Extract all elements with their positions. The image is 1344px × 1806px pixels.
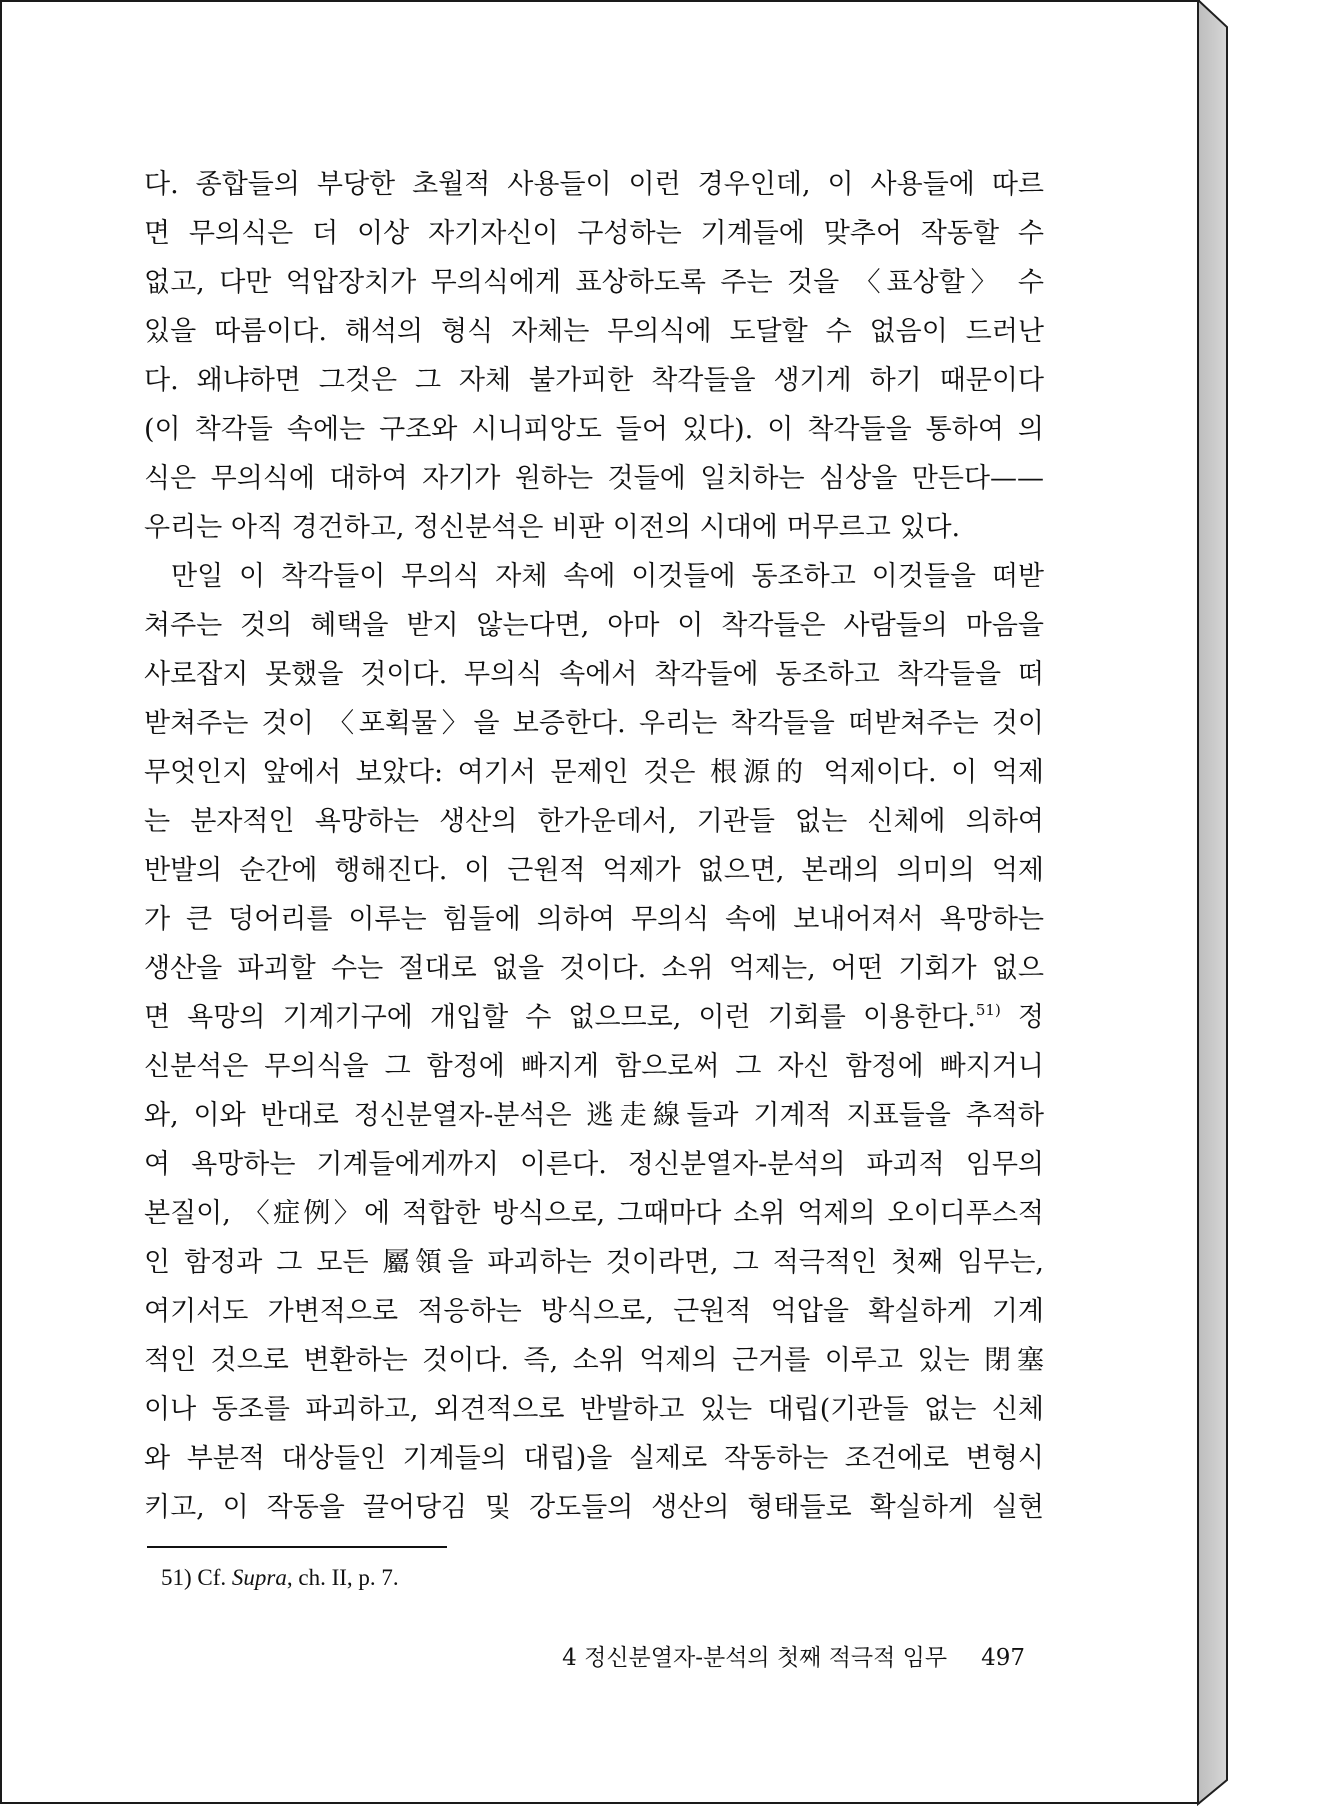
body-line: 다. 왜냐하면 그것은 그 자체 불가피한 착각들을 생기게 하기 때문이다 — [144, 365, 1044, 396]
body-line: 만일 이 착각들이 무의식 자체 속에 이것들에 동조하고 이것들을 떠받 — [171, 561, 1044, 592]
body-line: 여 욕망하는 기계들에게까지 이른다. 정신분열자-분석의 파괴적 임무의 — [144, 1149, 1044, 1180]
body-line: 와, 이와 반대로 정신분열자-분석은 逃走線들과 기계적 지표들을 추적하 — [144, 1100, 1044, 1131]
body-line: 반발의 순간에 행해진다. 이 근원적 억제가 없으면, 본래의 의미의 억제 — [144, 855, 1044, 886]
body-line: 무엇인지 앞에서 보았다: 여기서 문제인 것은 根源的 억제이다. 이 억제 — [144, 757, 1044, 788]
body-text — [144, 160, 1044, 1532]
footnote-work-title: Supra — [231, 1565, 287, 1590]
body-line-text: 정 — [1000, 1002, 1044, 1033]
body-line-text: 면 욕망의 기계기구에 개입할 수 없으므로, 이런 기회를 이용한다. — [144, 1002, 976, 1033]
body-line: 우리는 아직 경건하고, 정신분석은 비판 이전의 시대에 머무르고 있다. — [144, 512, 961, 543]
body-line: 인 함정과 그 모든 屬領을 파괴하는 것이라면, 그 적극적인 첫째 임무는, — [144, 1247, 1044, 1278]
body-line: 있을 따름이다. 해석의 형식 자체는 무의식에 도달할 수 없음이 드러난 — [144, 316, 1044, 347]
footnote-cf: Cf. — [197, 1565, 227, 1590]
body-line: 이나 동조를 파괴하고, 외견적으로 반발하고 있는 대립(기관들 없는 신체 — [144, 1394, 1044, 1425]
body-line-with-footnote-ref — [144, 993, 1044, 1042]
footnote-marker: 51) — [161, 1565, 192, 1590]
body-line: 생산을 파괴할 수는 절대로 없을 것이다. 소위 억제는, 어떤 기회가 없으 — [144, 953, 1044, 984]
body-line: (이 착각들 속에는 구조와 시니피앙도 들어 있다). 이 착각들을 통하여 의 — [144, 414, 1044, 445]
body-line: 받쳐주는 것이 〈포획물〉을 보증한다. 우리는 착각들을 떠받쳐주는 것이 — [144, 708, 1044, 739]
page-edge-shadow — [1196, 0, 1232, 1806]
body-line: 식은 무의식에 대하여 자기가 원하는 것들에 일치하는 심상을 만든다—— — [144, 463, 1044, 494]
body-line: 없고, 다만 억압장치가 무의식에게 표상하도록 주는 것을 〈표상할〉 수 — [144, 267, 1044, 298]
body-line: 다. 종합들의 부당한 초월적 사용들이 이런 경우인데, 이 사용들에 따르 — [144, 169, 1044, 200]
body-line: 사로잡지 못했을 것이다. 무의식 속에서 착각들에 동조하고 착각들을 떠 — [144, 659, 1044, 690]
body-line: 는 분자적인 욕망하는 생산의 한가운데서, 기관들 없는 신체에 의하여 — [144, 806, 1044, 837]
body-line: 쳐주는 것의 혜택을 받지 않는다면, 아마 이 착각들은 사람들의 마음을 — [144, 610, 1044, 641]
body-line: 여기서도 가변적으로 적응하는 방식으로, 근원적 억압을 확실하게 기계 — [144, 1296, 1044, 1327]
body-line: 면 무의식은 더 이상 자기자신이 구성하는 기계들에 맞추어 작동할 수 — [144, 218, 1044, 249]
body-line: 본질이, 〈症例〉에 적합한 방식으로, 그때마다 소위 억제의 오이디푸스적 — [144, 1198, 1044, 1229]
running-footer — [562, 1642, 1025, 1674]
footnote — [161, 1563, 399, 1593]
body-line: 신분석은 무의식을 그 함정에 빠지게 함으로써 그 자신 함정에 빠지거니 — [144, 1051, 1044, 1082]
body-line: 키고, 이 작동을 끌어당김 및 강도들의 생산의 형태들로 확실하게 실현 — [144, 1492, 1044, 1523]
footnote-location: , ch. II, p. 7. — [286, 1565, 399, 1590]
body-line: 와 부분적 대상들인 기계들의 대립)을 실제로 작동하는 조건에로 변형시 — [144, 1443, 1044, 1474]
footnote-reference: 51) — [975, 1001, 1001, 1019]
running-footer-title: 4 정신분열자-분석의 첫째 적극적 임무 — [562, 1645, 948, 1671]
page-number: 497 — [981, 1645, 1025, 1671]
body-line: 가 큰 덩어리를 이루는 힘들에 의하여 무의식 속에 보내어져서 욕망하는 — [144, 904, 1044, 935]
footnote-separator — [147, 1546, 447, 1548]
body-line: 적인 것으로 변환하는 것이다. 즉, 소위 억제의 근거를 이루고 있는 閉塞 — [144, 1345, 1044, 1376]
